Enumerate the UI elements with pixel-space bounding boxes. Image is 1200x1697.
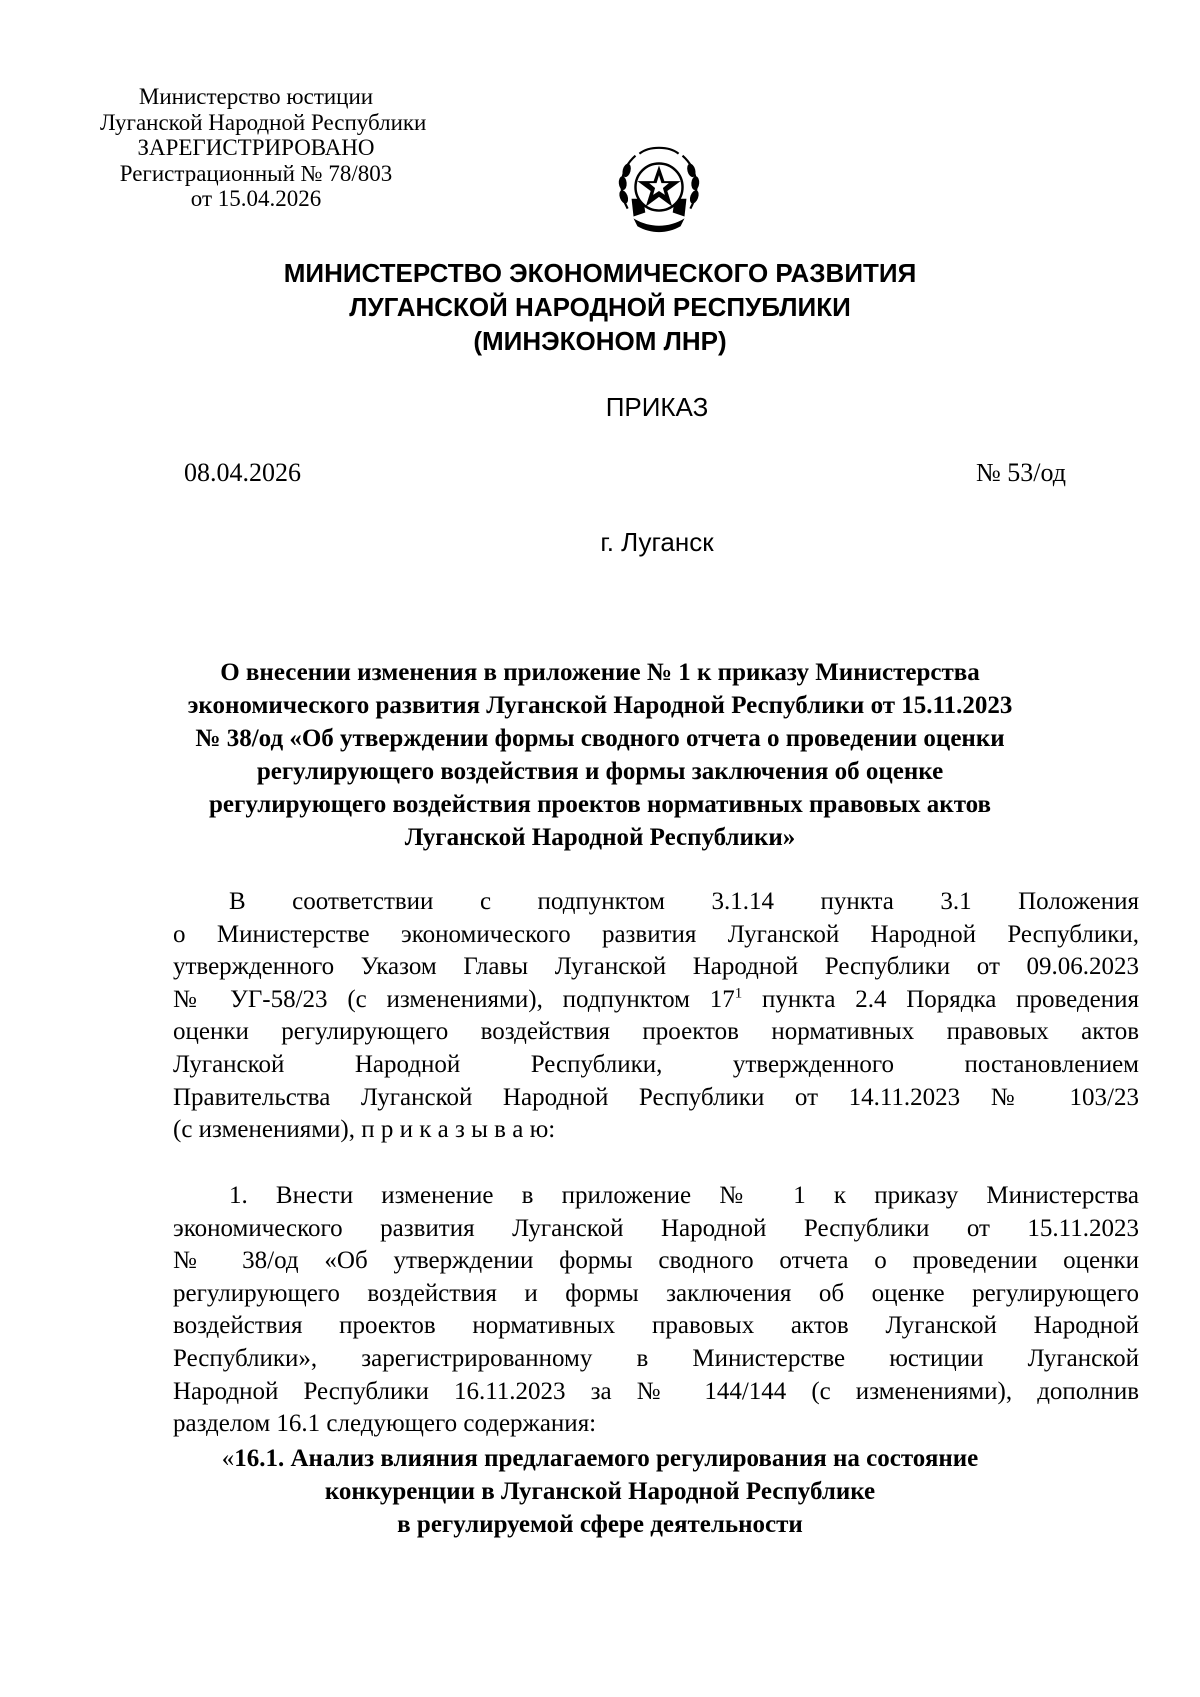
registration-line: ЗАРЕГИСТРИРОВАНО <box>137 135 375 160</box>
preamble-paragraph <box>173 886 1139 1147</box>
paragraph-line: воздействия проектов нормативных правовых актов Луганской Народной <box>173 1312 1139 1340</box>
ministry-abbreviation: (МИНЭКОНОМ ЛНР) <box>473 326 727 356</box>
section-heading-text: 16.1. Анализ влияния предлагаемого регулирования на состояние <box>234 1445 979 1472</box>
paragraph-line: Народной Республики 16.11.2023 за № 144/144 (с изменениями), дополнив <box>173 1377 1139 1405</box>
paragraph-line: Республики», зарегистрированному в Министерстве юстиции Луганской <box>173 1344 1139 1372</box>
paragraph-line <box>173 984 1139 1017</box>
title-line: О внесении изменения в приложение № 1 к приказу Министерства <box>220 659 980 686</box>
registration-number: Регистрационный № 78/803 <box>119 160 393 186</box>
paragraph-line: (с изменениями), п р и к а з ы в а ю: <box>173 1116 556 1144</box>
title-line: № 38/од «Об утверждении формы сводного отчета о проведении оценки <box>195 725 1005 752</box>
lpr-coat-of-arms-icon <box>610 140 708 238</box>
paragraph-line: № 38/од «Об утверждении формы сводного отчета о проведении оценки <box>173 1247 1139 1275</box>
document-type: ПРИКАЗ <box>605 392 709 422</box>
paragraph-line: В соответствии с подпунктом 3.1.14 пункта 3.1 Положения <box>229 888 1139 915</box>
section-heading-line: конкуренции в Луганской Народной Республике <box>324 1478 876 1505</box>
ministry-name-line: МИНИСТЕРСТВО ЭКОНОМИЧЕСКОГО РАЗВИТИЯ <box>283 258 917 288</box>
registration-line: Луганской Народной Республики <box>100 109 427 135</box>
paragraph-line: оценки регулирующего воздействия проектов нормативных правовых актов <box>173 1018 1139 1046</box>
paragraph-line: о Министерстве экономического развития Луганской Народной Республики, <box>173 920 1139 948</box>
paragraph-line: Правительства Луганской Народной Республики от 14.11.2023 № 103/23 <box>173 1083 1139 1111</box>
document-number: № 53/од <box>975 458 1066 487</box>
superscript: 1 <box>734 985 743 1002</box>
paragraph-line: разделом 16.1 следующего содержания: <box>173 1410 597 1438</box>
document-city: г. Луганск <box>600 527 714 557</box>
paragraph-line: регулирующего воздействия и формы заключения об оценке регулирующего <box>173 1279 1139 1307</box>
line-text: № УГ-58/23 (с изменениями), подпунктом 17 <box>173 985 735 1013</box>
ministry-name-line: ЛУГАНСКОЙ НАРОДНОЙ РЕСПУБЛИКИ <box>349 292 851 322</box>
item-1-paragraph <box>173 1180 1139 1441</box>
line-text: пункта 2.4 Порядка проведения <box>742 985 1139 1013</box>
paragraph-line: 1. Внести изменение в приложение № 1 к приказу Министерства <box>229 1182 1139 1209</box>
registration-line: Министерство юстиции <box>138 84 374 109</box>
title-line: регулирующего воздействия проектов нормативных правовых актов <box>208 791 992 818</box>
section-heading-line <box>150 1442 1050 1475</box>
paragraph-line: утвержденного Указом Главы Луганской Народной Республики от 09.06.2023 <box>173 953 1139 981</box>
document-title <box>150 656 1050 854</box>
title-line: экономического развития Луганской Народной Республики от 15.11.2023 <box>187 692 1013 719</box>
registration-stamp <box>100 84 427 212</box>
title-line: регулирующего воздействия и формы заключения об оценке <box>256 758 944 785</box>
opening-quote: « <box>221 1445 235 1472</box>
document-date: 08.04.2026 <box>184 458 301 487</box>
title-line: Луганской Народной Республики» <box>404 824 796 851</box>
section-16-1-heading <box>150 1442 1050 1541</box>
paragraph-line: экономического развития Луганской Народной Республики от 15.11.2023 <box>173 1214 1139 1242</box>
registration-date: от 15.04.2026 <box>190 186 322 211</box>
paragraph-line: Луганской Народной Республики, утвержденного постановлением <box>173 1050 1139 1078</box>
ministry-header <box>200 256 1000 358</box>
section-heading-line: в регулируемой сфере деятельности <box>397 1511 803 1538</box>
